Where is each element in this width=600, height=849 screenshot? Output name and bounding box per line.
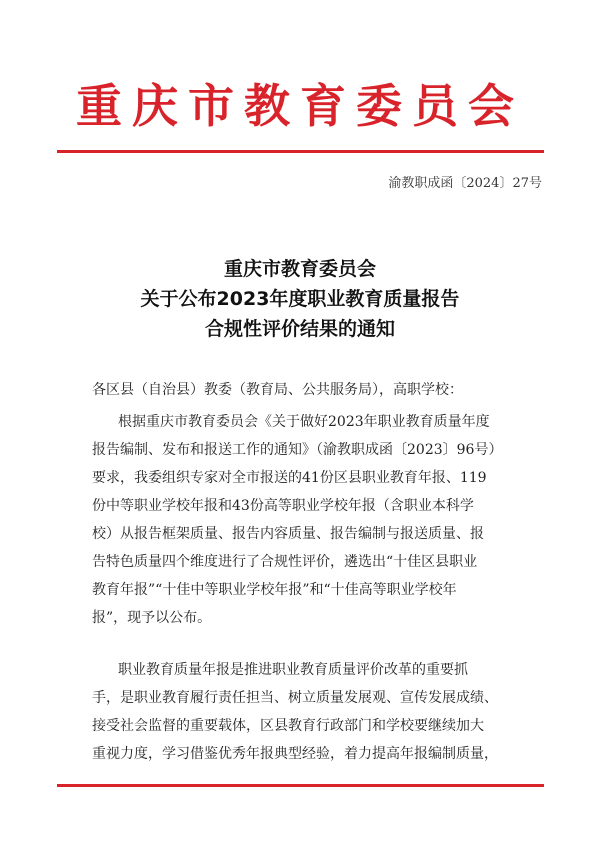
body-line: 要求，我委组织专家对全市报送的41份区县职业教育年报、119 bbox=[92, 470, 487, 486]
body-line: 根据重庆市教育委员会《关于做好2023年职业教育质量年度 bbox=[118, 414, 490, 430]
document-number: 渝教职成函〔2024〕27号 bbox=[388, 176, 542, 191]
body-line: 报告编制、发布和报送工作的通知》（渝教职成函〔2023〕96号） bbox=[92, 442, 503, 458]
body-line: 职业教育质量年报是推进职业教育质量评价改革的重要抓 bbox=[118, 662, 468, 678]
body-line: 手，是职业教育履行责任担当、树立质量发展观、宣传发展成绩、 bbox=[92, 690, 498, 706]
body-line: 校）从报告框架质量、报告内容质量、报告编制与报送质量、报 bbox=[92, 526, 484, 542]
document-title-line-2: 关于公布2023年度职业教育质量报告 bbox=[140, 288, 460, 310]
letterhead-red-rule bbox=[57, 150, 544, 153]
body-line: 重视力度，学习借鉴优秀年报典型经验，着力提高年报编制质量， bbox=[92, 746, 498, 762]
body-line: 告特色质量四个维度进行了合规性评价，遴选出“十佳区县职业 bbox=[92, 554, 478, 570]
salutation: 各区县（自治县）教委（教育局、公共服务局），高职学校： bbox=[92, 382, 463, 398]
body-line: 接受社会监督的重要载体，区县教育行政部门和学校要继续加大 bbox=[92, 718, 484, 734]
body-line: 报”，现予以公布。 bbox=[92, 610, 212, 626]
letterhead-org-name: 重庆市教育委员会 bbox=[76, 79, 524, 133]
document-title-line-1: 重庆市教育委员会 bbox=[223, 258, 376, 280]
document-title-line-3: 合规性评价结果的通知 bbox=[204, 318, 395, 340]
body-line: 教育年报”“十佳中等职业学校年报”和“十佳高等职业学校年 bbox=[92, 582, 457, 598]
footer-red-rule bbox=[57, 784, 544, 787]
body-line: 份中等职业学校年报和43份高等职业学校年报（含职业本科学 bbox=[92, 498, 474, 514]
